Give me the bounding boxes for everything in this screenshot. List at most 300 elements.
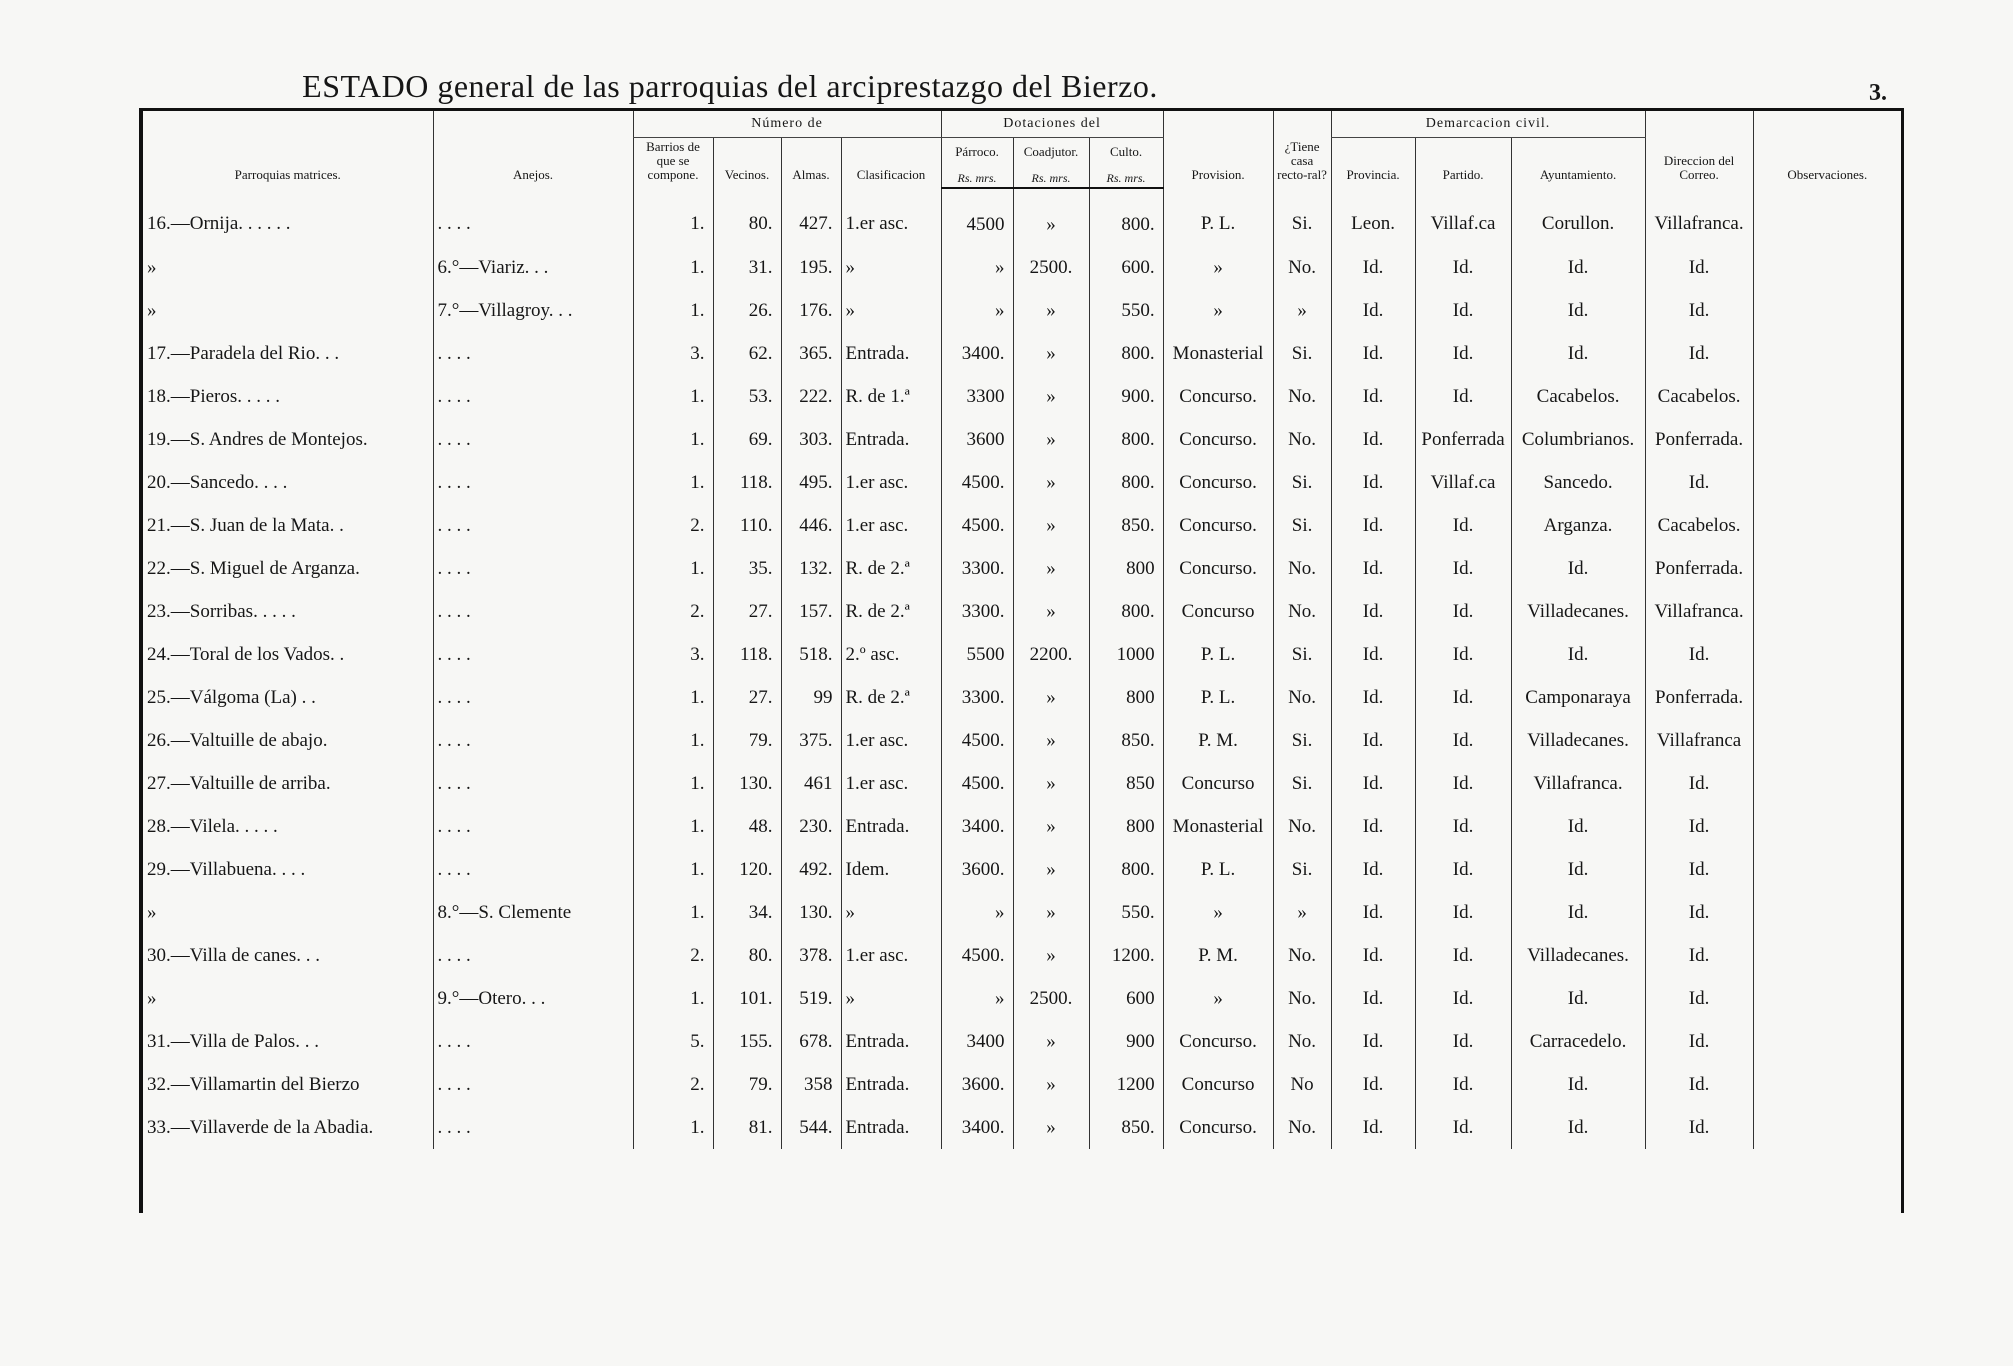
cell-provision: P. L. bbox=[1163, 676, 1273, 719]
cell-anejo: . . . . bbox=[433, 805, 633, 848]
cell-almas: 495. bbox=[781, 461, 841, 504]
page-number: 3. bbox=[1869, 80, 1887, 106]
cell-vecinos: 31. bbox=[713, 246, 781, 289]
cell-coadjutor: » bbox=[1013, 332, 1089, 375]
cell-observaciones bbox=[1753, 977, 1901, 1020]
cell-coadjutor: » bbox=[1013, 418, 1089, 461]
cell-clasificacion: R. de 2.ª bbox=[841, 547, 941, 590]
cell-coadjutor: » bbox=[1013, 590, 1089, 633]
cell-clasificacion: Entrada. bbox=[841, 805, 941, 848]
cell-casa-rectoral: No. bbox=[1273, 246, 1331, 289]
cell-parroquia: 31.—Villa de Palos. . . bbox=[147, 1030, 319, 1052]
cell-barrios: 2. bbox=[633, 504, 713, 547]
cell-partido: Villaf.ca bbox=[1415, 188, 1511, 246]
table-row bbox=[143, 805, 1901, 848]
cell-parroquia: » bbox=[147, 901, 157, 923]
cell-ayuntamiento: Id. bbox=[1511, 805, 1645, 848]
cell-parroco: » bbox=[941, 977, 1013, 1020]
cell-anejo: . . . . bbox=[433, 633, 633, 676]
cell-observaciones bbox=[1753, 633, 1901, 676]
table-row bbox=[143, 891, 1901, 934]
cell-almas: 157. bbox=[781, 590, 841, 633]
cell-parroquia: 27.—Valtuille de arriba. bbox=[147, 772, 331, 794]
cell-clasificacion: 1.er asc. bbox=[841, 934, 941, 977]
cell-ayuntamiento: Villadecanes. bbox=[1511, 590, 1645, 633]
cell-clasificacion: Entrada. bbox=[841, 1063, 941, 1106]
table-row bbox=[143, 289, 1901, 332]
cell-anejo: 8.°—S. Clemente bbox=[433, 891, 633, 934]
cell-ayuntamiento: Id. bbox=[1511, 848, 1645, 891]
cell-barrios: 3. bbox=[633, 332, 713, 375]
cell-clasificacion: Entrada. bbox=[841, 1106, 941, 1149]
cell-anejo: 9.°—Otero. . . bbox=[433, 977, 633, 1020]
cell-vecinos: 118. bbox=[713, 461, 781, 504]
cell-culto: 800. bbox=[1089, 461, 1163, 504]
header-units-coadjutor: Rs. mrs. bbox=[1013, 165, 1089, 188]
cell-observaciones bbox=[1753, 375, 1901, 418]
cell-coadjutor: » bbox=[1013, 289, 1089, 332]
cell-barrios: 2. bbox=[633, 590, 713, 633]
cell-parroquia: 32.—Villamartin del Bierzo bbox=[147, 1073, 360, 1095]
cell-vecinos: 155. bbox=[713, 1020, 781, 1063]
cell-provision: » bbox=[1163, 289, 1273, 332]
cell-casa-rectoral: No. bbox=[1273, 418, 1331, 461]
cell-culto: 850. bbox=[1089, 504, 1163, 547]
cell-coadjutor: » bbox=[1013, 719, 1089, 762]
cell-barrios: 1. bbox=[633, 891, 713, 934]
cell-provision: P. L. bbox=[1163, 188, 1273, 246]
cell-culto: 1200. bbox=[1089, 934, 1163, 977]
cell-parroquia: 24.—Toral de los Vados. . bbox=[147, 643, 345, 665]
cell-observaciones bbox=[1753, 188, 1901, 246]
table-row bbox=[143, 977, 1901, 1020]
header-almas: Almas. bbox=[781, 138, 841, 189]
cell-almas: 230. bbox=[781, 805, 841, 848]
cell-parroquia: 30.—Villa de canes. . . bbox=[147, 944, 320, 966]
cell-barrios: 1. bbox=[633, 676, 713, 719]
cell-direccion-correo: Ponferrada. bbox=[1645, 676, 1753, 719]
cell-almas: 378. bbox=[781, 934, 841, 977]
cell-parroquia: 33.—Villaverde de la Abadia. bbox=[147, 1116, 374, 1138]
cell-casa-rectoral: Si. bbox=[1273, 848, 1331, 891]
cell-anejo: . . . . bbox=[433, 590, 633, 633]
cell-vecinos: 118. bbox=[713, 633, 781, 676]
cell-almas: 461 bbox=[781, 762, 841, 805]
cell-partido: Id. bbox=[1415, 1063, 1511, 1106]
cell-coadjutor: » bbox=[1013, 375, 1089, 418]
cell-ayuntamiento: Id. bbox=[1511, 246, 1645, 289]
cell-observaciones bbox=[1753, 805, 1901, 848]
cell-direccion-correo: Villafranca bbox=[1645, 719, 1753, 762]
cell-clasificacion: 2.º asc. bbox=[841, 633, 941, 676]
cell-clasificacion: Entrada. bbox=[841, 1020, 941, 1063]
cell-ayuntamiento: Camponaraya bbox=[1511, 676, 1645, 719]
cell-almas: 99 bbox=[781, 676, 841, 719]
cell-clasificacion: R. de 2.ª bbox=[841, 590, 941, 633]
cell-direccion-correo: Id. bbox=[1645, 891, 1753, 934]
cell-vecinos: 53. bbox=[713, 375, 781, 418]
table-row bbox=[143, 1063, 1901, 1106]
cell-provincia: Id. bbox=[1331, 762, 1415, 805]
table-row bbox=[143, 719, 1901, 762]
cell-direccion-correo: Ponferrada. bbox=[1645, 547, 1753, 590]
table-row bbox=[143, 848, 1901, 891]
cell-casa-rectoral: No. bbox=[1273, 1020, 1331, 1063]
cell-direccion-correo: Id. bbox=[1645, 1020, 1753, 1063]
cell-provincia: Id. bbox=[1331, 418, 1415, 461]
cell-provision: P. L. bbox=[1163, 848, 1273, 891]
cell-direccion-correo: Id. bbox=[1645, 934, 1753, 977]
cell-anejo: . . . . bbox=[433, 547, 633, 590]
cell-clasificacion: » bbox=[841, 891, 941, 934]
cell-parroquia: 16.—Ornija. . . . . . bbox=[147, 213, 291, 234]
cell-barrios: 1. bbox=[633, 246, 713, 289]
cell-provision: Monasterial bbox=[1163, 332, 1273, 375]
cell-direccion-correo: Id. bbox=[1645, 977, 1753, 1020]
cell-provincia: Id. bbox=[1331, 805, 1415, 848]
cell-provision: Concurso. bbox=[1163, 418, 1273, 461]
cell-provincia: Id. bbox=[1331, 1063, 1415, 1106]
cell-ayuntamiento: Villafranca. bbox=[1511, 762, 1645, 805]
cell-almas: 303. bbox=[781, 418, 841, 461]
cell-provision: » bbox=[1163, 246, 1273, 289]
cell-vecinos: 80. bbox=[713, 934, 781, 977]
cell-partido: Id. bbox=[1415, 719, 1511, 762]
cell-ayuntamiento: Id. bbox=[1511, 633, 1645, 676]
cell-partido: Id. bbox=[1415, 805, 1511, 848]
cell-clasificacion: » bbox=[841, 977, 941, 1020]
cell-coadjutor: 2200. bbox=[1013, 633, 1089, 676]
cell-vecinos: 130. bbox=[713, 762, 781, 805]
cell-ayuntamiento: Id. bbox=[1511, 1063, 1645, 1106]
cell-almas: 446. bbox=[781, 504, 841, 547]
cell-anejo: . . . . bbox=[433, 332, 633, 375]
header-ayuntamiento: Ayuntamiento. bbox=[1511, 138, 1645, 189]
cell-direccion-correo: Id. bbox=[1645, 461, 1753, 504]
cell-almas: 195. bbox=[781, 246, 841, 289]
cell-casa-rectoral: No. bbox=[1273, 375, 1331, 418]
cell-anejo: 7.°—Villagroy. . . bbox=[433, 289, 633, 332]
cell-vecinos: 79. bbox=[713, 1063, 781, 1106]
cell-anejo: . . . . bbox=[433, 418, 633, 461]
cell-culto: 800 bbox=[1089, 547, 1163, 590]
cell-culto: 800 bbox=[1089, 805, 1163, 848]
cell-casa-rectoral: Si. bbox=[1273, 504, 1331, 547]
cell-clasificacion: 1.er asc. bbox=[841, 461, 941, 504]
cell-parroco: » bbox=[941, 246, 1013, 289]
cell-anejo: . . . . bbox=[433, 676, 633, 719]
cell-vecinos: 110. bbox=[713, 504, 781, 547]
cell-provision: P. M. bbox=[1163, 934, 1273, 977]
cell-coadjutor: 2500. bbox=[1013, 246, 1089, 289]
cell-culto: 850 bbox=[1089, 762, 1163, 805]
cell-casa-rectoral: No. bbox=[1273, 934, 1331, 977]
cell-culto: 900. bbox=[1089, 375, 1163, 418]
cell-partido: Id. bbox=[1415, 1106, 1511, 1149]
table-row bbox=[143, 246, 1901, 289]
cell-direccion-correo: Cacabelos. bbox=[1645, 504, 1753, 547]
cell-provincia: Id. bbox=[1331, 848, 1415, 891]
cell-provincia: Leon. bbox=[1331, 188, 1415, 246]
cell-parroquia: 28.—Vilela. . . . . bbox=[147, 815, 278, 837]
cell-provision: Concurso bbox=[1163, 590, 1273, 633]
cell-vecinos: 101. bbox=[713, 977, 781, 1020]
cell-parroquia: 20.—Sancedo. . . . bbox=[147, 471, 288, 493]
cell-coadjutor: » bbox=[1013, 762, 1089, 805]
cell-anejo: . . . . bbox=[433, 848, 633, 891]
cell-partido: Id. bbox=[1415, 375, 1511, 418]
cell-observaciones bbox=[1753, 1020, 1901, 1063]
cell-ayuntamiento: Id. bbox=[1511, 1106, 1645, 1149]
cell-casa-rectoral: » bbox=[1273, 891, 1331, 934]
cell-casa-rectoral: Si. bbox=[1273, 719, 1331, 762]
cell-clasificacion: Entrada. bbox=[841, 418, 941, 461]
cell-barrios: 2. bbox=[633, 1063, 713, 1106]
cell-parroco: 3300 bbox=[941, 375, 1013, 418]
cell-direccion-correo: Villafranca. bbox=[1645, 590, 1753, 633]
cell-partido: Id. bbox=[1415, 676, 1511, 719]
cell-parroquia: 22.—S. Miguel de Arganza. bbox=[147, 557, 360, 579]
cell-provincia: Id. bbox=[1331, 977, 1415, 1020]
cell-provision: Concurso. bbox=[1163, 547, 1273, 590]
cell-casa-rectoral: No. bbox=[1273, 547, 1331, 590]
cell-parroco: 4500. bbox=[941, 934, 1013, 977]
cell-parroquia: 26.—Valtuille de abajo. bbox=[147, 729, 328, 751]
cell-provincia: Id. bbox=[1331, 332, 1415, 375]
cell-vecinos: 27. bbox=[713, 676, 781, 719]
header-numero-de: Número de bbox=[633, 111, 941, 138]
cell-parroco: 3300. bbox=[941, 590, 1013, 633]
cell-casa-rectoral: » bbox=[1273, 289, 1331, 332]
cell-anejo: . . . . bbox=[433, 934, 633, 977]
cell-parroquia: 25.—Válgoma (La) . . bbox=[147, 686, 316, 708]
cell-observaciones bbox=[1753, 848, 1901, 891]
cell-observaciones bbox=[1753, 332, 1901, 375]
cell-parroco: 4500. bbox=[941, 762, 1013, 805]
cell-parroco: 3300. bbox=[941, 547, 1013, 590]
cell-provincia: Id. bbox=[1331, 891, 1415, 934]
cell-provincia: Id. bbox=[1331, 461, 1415, 504]
cell-coadjutor: » bbox=[1013, 805, 1089, 848]
cell-partido: Villaf.ca bbox=[1415, 461, 1511, 504]
cell-coadjutor: » bbox=[1013, 891, 1089, 934]
cell-barrios: 1. bbox=[633, 977, 713, 1020]
header-clasificacion: Clasificacion bbox=[841, 138, 941, 189]
cell-almas: 678. bbox=[781, 1020, 841, 1063]
cell-almas: 375. bbox=[781, 719, 841, 762]
table-body bbox=[143, 188, 1901, 1149]
cell-barrios: 1. bbox=[633, 188, 713, 246]
cell-vecinos: 79. bbox=[713, 719, 781, 762]
cell-provision: P. L. bbox=[1163, 633, 1273, 676]
cell-provision: Concurso. bbox=[1163, 375, 1273, 418]
cell-anejo: . . . . bbox=[433, 504, 633, 547]
cell-observaciones bbox=[1753, 418, 1901, 461]
cell-vecinos: 120. bbox=[713, 848, 781, 891]
table-row bbox=[143, 375, 1901, 418]
cell-coadjutor: » bbox=[1013, 1063, 1089, 1106]
header-parroquias: Parroquias matrices. bbox=[234, 167, 341, 182]
cell-clasificacion: 1.er asc. bbox=[841, 188, 941, 246]
cell-partido: Id. bbox=[1415, 504, 1511, 547]
cell-almas: 176. bbox=[781, 289, 841, 332]
cell-coadjutor: » bbox=[1013, 461, 1089, 504]
cell-provincia: Id. bbox=[1331, 289, 1415, 332]
cell-provincia: Id. bbox=[1331, 547, 1415, 590]
cell-partido: Id. bbox=[1415, 1020, 1511, 1063]
cell-provision: Concurso. bbox=[1163, 1106, 1273, 1149]
cell-culto: 1200 bbox=[1089, 1063, 1163, 1106]
cell-coadjutor: » bbox=[1013, 188, 1089, 246]
cell-parroco: 4500 bbox=[941, 188, 1013, 246]
cell-direccion-correo: Id. bbox=[1645, 762, 1753, 805]
cell-direccion-correo: Id. bbox=[1645, 1106, 1753, 1149]
cell-clasificacion: 1.er asc. bbox=[841, 762, 941, 805]
cell-barrios: 1. bbox=[633, 418, 713, 461]
table-row bbox=[143, 590, 1901, 633]
cell-provision: » bbox=[1163, 891, 1273, 934]
cell-partido: Id. bbox=[1415, 891, 1511, 934]
cell-culto: 550. bbox=[1089, 289, 1163, 332]
header-tiene-casa: ¿Tiene casa recto-ral? bbox=[1273, 111, 1331, 188]
cell-provincia: Id. bbox=[1331, 633, 1415, 676]
cell-anejo: . . . . bbox=[433, 762, 633, 805]
cell-vecinos: 62. bbox=[713, 332, 781, 375]
table-row bbox=[143, 676, 1901, 719]
cell-ayuntamiento: Id. bbox=[1511, 547, 1645, 590]
cell-barrios: 1. bbox=[633, 461, 713, 504]
cell-parroco: 5500 bbox=[941, 633, 1013, 676]
cell-vecinos: 26. bbox=[713, 289, 781, 332]
cell-ayuntamiento: Id. bbox=[1511, 332, 1645, 375]
table-row bbox=[143, 504, 1901, 547]
cell-observaciones bbox=[1753, 1106, 1901, 1149]
cell-coadjutor: » bbox=[1013, 1106, 1089, 1149]
cell-almas: 427. bbox=[781, 188, 841, 246]
cell-provision: » bbox=[1163, 977, 1273, 1020]
cell-partido: Id. bbox=[1415, 590, 1511, 633]
cell-casa-rectoral: Si. bbox=[1273, 762, 1331, 805]
cell-coadjutor: » bbox=[1013, 848, 1089, 891]
cell-observaciones bbox=[1753, 246, 1901, 289]
cell-parroco: 3600. bbox=[941, 848, 1013, 891]
cell-provision: Concurso. bbox=[1163, 1020, 1273, 1063]
header-provision: Provision. bbox=[1163, 111, 1273, 188]
cell-provision: Concurso bbox=[1163, 762, 1273, 805]
cell-clasificacion: R. de 1.ª bbox=[841, 375, 941, 418]
cell-barrios: 1. bbox=[633, 719, 713, 762]
cell-vecinos: 27. bbox=[713, 590, 781, 633]
table-row bbox=[143, 188, 1901, 246]
cell-coadjutor: » bbox=[1013, 934, 1089, 977]
table-row bbox=[143, 1106, 1901, 1149]
cell-barrios: 1. bbox=[633, 762, 713, 805]
cell-casa-rectoral: No. bbox=[1273, 977, 1331, 1020]
cell-clasificacion: 1.er asc. bbox=[841, 504, 941, 547]
cell-ayuntamiento: Cacabelos. bbox=[1511, 375, 1645, 418]
header-barrios: Barrios de que se compone. bbox=[633, 138, 713, 189]
cell-barrios: 1. bbox=[633, 289, 713, 332]
header-coadjutor: Coadjutor. bbox=[1013, 138, 1089, 165]
cell-anejo: . . . . bbox=[433, 461, 633, 504]
table-row bbox=[143, 1020, 1901, 1063]
header-demarcacion: Demarcacion civil. bbox=[1331, 111, 1645, 138]
cell-ayuntamiento: Carracedelo. bbox=[1511, 1020, 1645, 1063]
cell-casa-rectoral: No. bbox=[1273, 676, 1331, 719]
cell-barrios: 1. bbox=[633, 848, 713, 891]
cell-observaciones bbox=[1753, 891, 1901, 934]
cell-anejo: . . . . bbox=[433, 1020, 633, 1063]
cell-casa-rectoral: No. bbox=[1273, 1106, 1331, 1149]
cell-parroquia: 29.—Villabuena. . . . bbox=[147, 858, 306, 880]
cell-clasificacion: » bbox=[841, 246, 941, 289]
cell-provincia: Id. bbox=[1331, 504, 1415, 547]
table-row bbox=[143, 762, 1901, 805]
cell-observaciones bbox=[1753, 504, 1901, 547]
cell-partido: Id. bbox=[1415, 977, 1511, 1020]
cell-partido: Id. bbox=[1415, 332, 1511, 375]
cell-partido: Id. bbox=[1415, 633, 1511, 676]
parish-table bbox=[143, 111, 1901, 1149]
cell-parroco: 4500. bbox=[941, 504, 1013, 547]
table-row bbox=[143, 547, 1901, 590]
cell-direccion-correo: Id. bbox=[1645, 805, 1753, 848]
cell-direccion-correo: Id. bbox=[1645, 848, 1753, 891]
parish-table-frame bbox=[139, 108, 1904, 1213]
cell-clasificacion: R. de 2.ª bbox=[841, 676, 941, 719]
cell-coadjutor: » bbox=[1013, 676, 1089, 719]
cell-parroco: 3300. bbox=[941, 676, 1013, 719]
cell-culto: 600. bbox=[1089, 246, 1163, 289]
cell-ayuntamiento: Columbrianos. bbox=[1511, 418, 1645, 461]
cell-almas: 519. bbox=[781, 977, 841, 1020]
cell-observaciones bbox=[1753, 762, 1901, 805]
cell-observaciones bbox=[1753, 547, 1901, 590]
cell-casa-rectoral: No. bbox=[1273, 805, 1331, 848]
cell-culto: 800. bbox=[1089, 332, 1163, 375]
cell-partido: Id. bbox=[1415, 289, 1511, 332]
cell-provision: Concurso. bbox=[1163, 504, 1273, 547]
cell-parroquia: » bbox=[147, 987, 157, 1009]
cell-ayuntamiento: Corullon. bbox=[1511, 188, 1645, 246]
cell-parroco: 3400. bbox=[941, 805, 1013, 848]
page-title: ESTADO general de las parroquias del arciprestazgo del Bierzo. bbox=[302, 68, 1158, 104]
cell-anejo: . . . . bbox=[433, 1063, 633, 1106]
cell-coadjutor: » bbox=[1013, 1020, 1089, 1063]
header-units-culto: Rs. mrs. bbox=[1089, 165, 1163, 188]
cell-partido: Id. bbox=[1415, 934, 1511, 977]
cell-barrios: 1. bbox=[633, 375, 713, 418]
cell-direccion-correo: Villafranca. bbox=[1645, 188, 1753, 246]
cell-coadjutor: » bbox=[1013, 504, 1089, 547]
cell-direccion-correo: Cacabelos. bbox=[1645, 375, 1753, 418]
cell-casa-rectoral: Si. bbox=[1273, 633, 1331, 676]
cell-partido: Id. bbox=[1415, 246, 1511, 289]
header-culto: Culto. bbox=[1089, 138, 1163, 165]
header-partido: Partido. bbox=[1415, 138, 1511, 189]
cell-parroco: 3400. bbox=[941, 332, 1013, 375]
cell-parroquia: 19.—S. Andres de Montejos. bbox=[147, 428, 368, 450]
cell-clasificacion: Idem. bbox=[841, 848, 941, 891]
cell-casa-rectoral: Si. bbox=[1273, 188, 1331, 246]
cell-provincia: Id. bbox=[1331, 719, 1415, 762]
cell-vecinos: 35. bbox=[713, 547, 781, 590]
cell-parroco: 3600. bbox=[941, 1063, 1013, 1106]
header-direccion-correo: Direccion del Correo. bbox=[1645, 111, 1753, 188]
cell-direccion-correo: Id. bbox=[1645, 332, 1753, 375]
cell-parroquia: 21.—S. Juan de la Mata. . bbox=[147, 514, 344, 536]
cell-provincia: Id. bbox=[1331, 1020, 1415, 1063]
